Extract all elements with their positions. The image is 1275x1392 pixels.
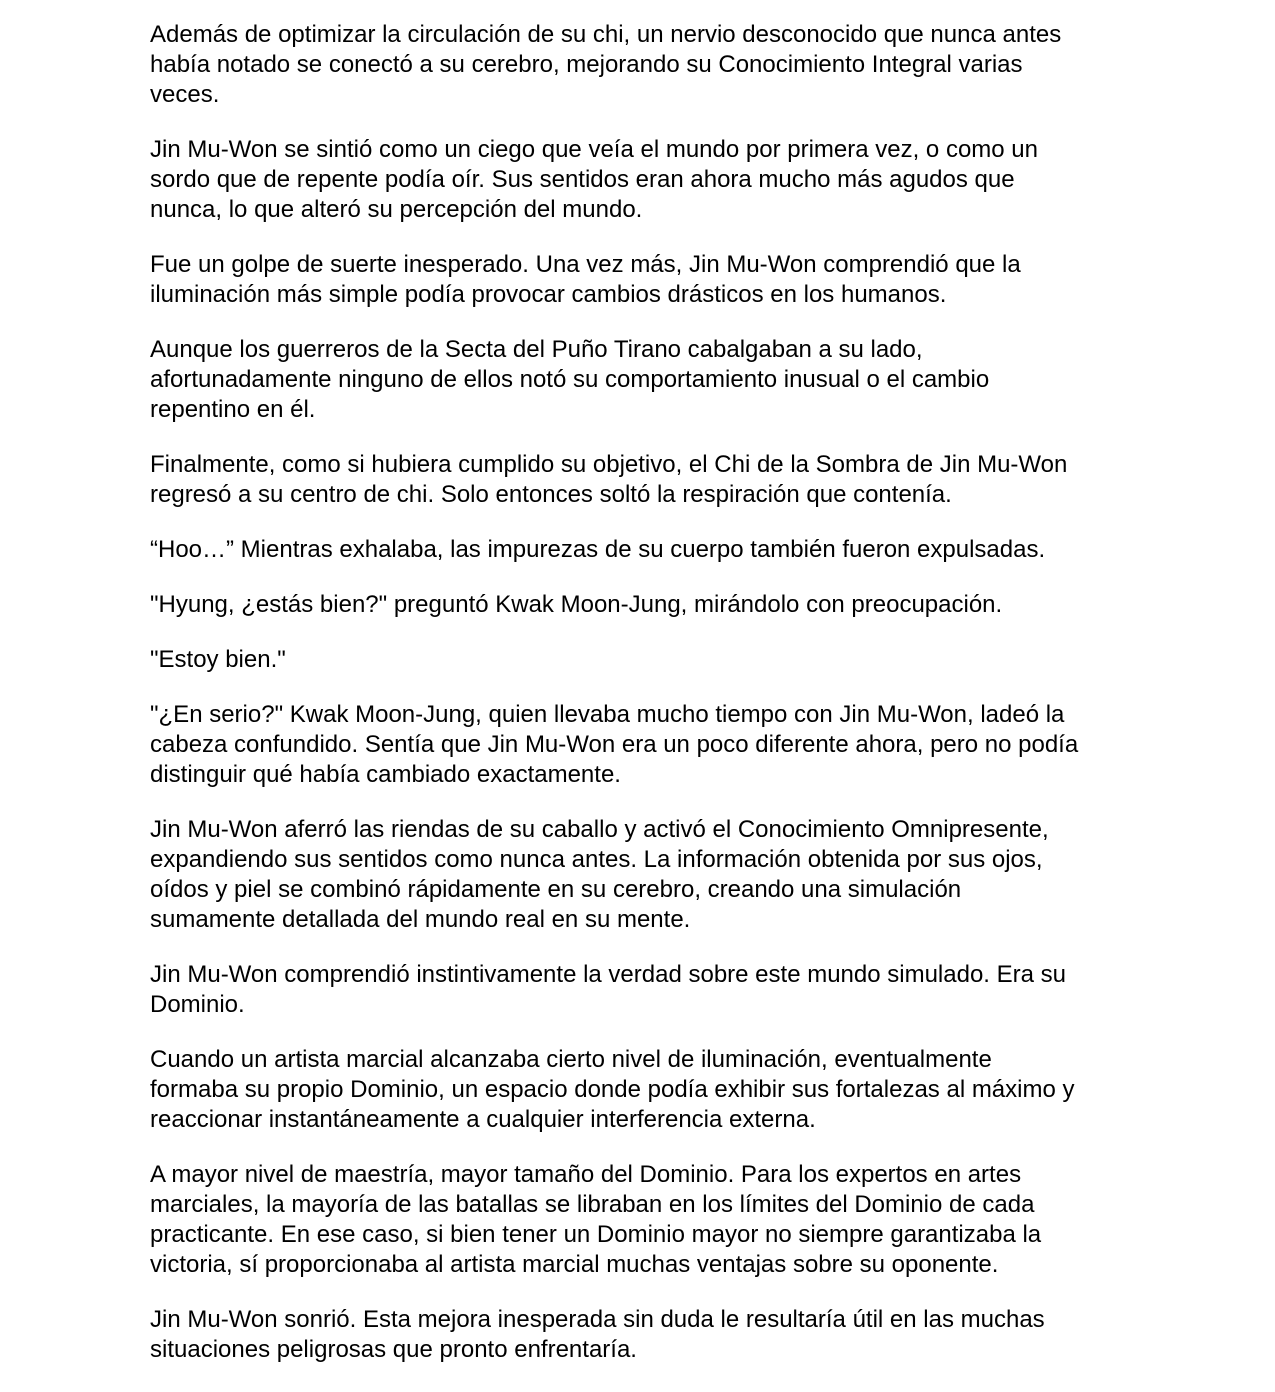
paragraph-6: “Hoo…” Mientras exhalaba, las impurezas de su cuerpo también fueron expulsadas. — [150, 536, 1046, 563]
paragraph-3: Fue un golpe de suerte inesperado. Una vez más, Jin Mu-Won comprendió que la iluminación más simple podía provocar cambios drásticos en los humanos. — [150, 251, 1021, 308]
paragraph-9: "¿En serio?" Kwak Moon-Jung, quien llevaba mucho tiempo con Jin Mu-Won, ladeó la cabeza confundido. Sentía que Jin Mu-Won era un poco diferente ahora, pero no podía distinguir qué había cambiado exactamente. — [150, 701, 1079, 788]
paragraph-12: Cuando un artista marcial alcanzaba cierto nivel de iluminación, eventualmente formaba su propio Dominio, un espacio donde podía exhibir sus fortalezas al máximo y reaccionar instantáneamente a cualquier interferencia externa. — [150, 1046, 1075, 1133]
paragraph-7: "Hyung, ¿estás bien?" preguntó Kwak Moon-Jung, mirándolo con preocupación. — [150, 591, 1003, 618]
paragraph-5: Finalmente, como si hubiera cumplido su objetivo, el Chi de la Sombra de Jin Mu-Won regresó a su centro de chi. Solo entonces soltó la respiración que contenía. — [150, 451, 1068, 508]
paragraph-11: Jin Mu-Won comprendió instintivamente la verdad sobre este mundo simulado. Era su Dominio. — [150, 961, 1067, 1018]
document-page — [150, 20, 1135, 1390]
paragraph-14: Jin Mu-Won sonrió. Esta mejora inesperada sin duda le resultaría útil en las muchas situaciones peligrosas que pronto enfrentaría. — [150, 1306, 1045, 1363]
paragraph-8: "Estoy bien." — [150, 646, 286, 673]
paragraph-2: Jin Mu-Won se sintió como un ciego que veía el mundo por primera vez, o como un sordo que de repente podía oír. Sus sentidos eran ahora mucho más agudos que nunca, lo que alteró su percepción del mundo. — [150, 136, 1038, 223]
paragraph-4: Aunque los guerreros de la Secta del Puño Tirano cabalgaban a su lado, afortunadamente ninguno de ellos notó su comportamiento inusual o el cambio repentino en él. — [150, 336, 990, 423]
paragraph-1: Además de optimizar la circulación de su chi, un nervio desconocido que nunca antes había notado se conectó a su cerebro, mejorando su Conocimiento Integral varias veces. — [150, 21, 1062, 108]
paragraph-10: Jin Mu-Won aferró las riendas de su caballo y activó el Conocimiento Omnipresente, expandiendo sus sentidos como nunca antes. La información obtenida por sus ojos, oídos y piel se combinó rápidamente en su cerebro, creando una simulación sumamente detallada del mundo real en su mente. — [150, 816, 1049, 933]
paragraph-13: A mayor nivel de maestría, mayor tamaño del Dominio. Para los expertos en artes marciales, la mayoría de las batallas se libraban en los límites del Dominio de cada practicante. En ese caso, si bien tener un Dominio mayor no siempre garantizaba la victoria, sí proporcionaba al artista marcial muchas ventajas sobre su oponente. — [150, 1161, 1042, 1278]
